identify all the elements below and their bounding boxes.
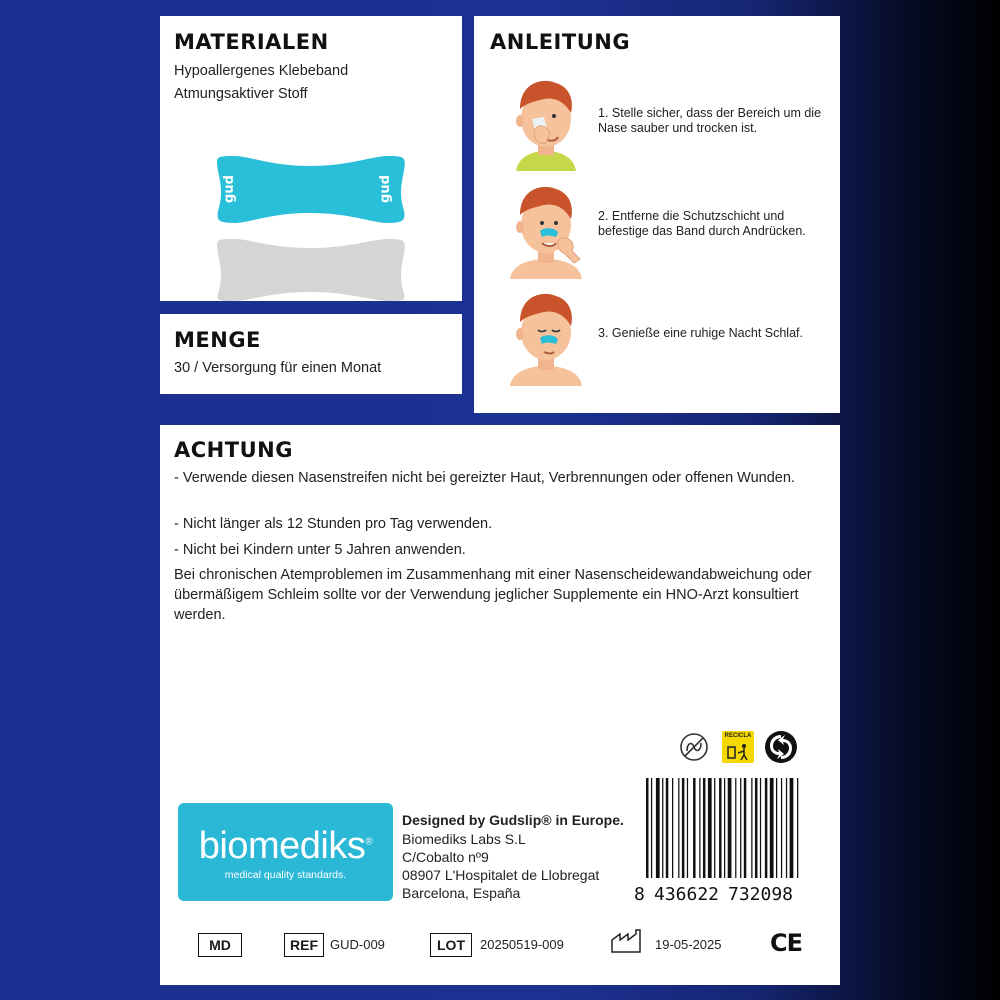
barcode-bar — [728, 778, 732, 878]
barcode-group-2: 732098 — [728, 884, 794, 905]
materials-title: MATERIALEN — [174, 30, 329, 54]
recycle-label: RECICLA — [724, 733, 752, 739]
materials-card — [160, 16, 462, 301]
lot-symbol: LOT — [430, 933, 472, 957]
menge-card — [160, 314, 462, 394]
materials-item-1: Hypoallergenes Klebeband — [174, 63, 349, 79]
barcode-bar — [781, 778, 782, 878]
company-name: Biomediks Labs S.L — [402, 831, 526, 847]
step-1-illustration — [496, 71, 596, 171]
nasal-strip-shape — [217, 156, 405, 223]
warning-line-2: - Nicht länger als 12 Stunden pro Tag verwenden. — [174, 516, 493, 532]
barcode-bar — [744, 778, 747, 878]
warning-line-3: - Nicht bei Kindern unter 5 Jahren anwenden. — [174, 542, 466, 558]
step-2-text: 2. Entferne die Schutzschicht und befestige das Band durch Andrücken. — [598, 209, 806, 238]
barcode-bar — [770, 778, 774, 878]
designed-by-line: Designed by Gudslip® in Europe. — [402, 812, 624, 828]
barcode-bar — [776, 778, 777, 878]
strip-brand-left: gud — [222, 175, 237, 203]
barcode-bar — [703, 778, 706, 878]
barcode-group-1: 436622 — [654, 884, 720, 905]
barcode-bar — [797, 778, 798, 878]
anleitung-card — [474, 16, 840, 413]
manufacture-date-icon — [610, 928, 642, 954]
barcode-bar — [740, 778, 741, 878]
barcode — [644, 778, 804, 883]
barcode-bar — [678, 778, 679, 878]
materials-item-2: Atmungsaktiver Stoff — [174, 86, 308, 102]
md-symbol: MD — [198, 933, 242, 957]
warning-paragraph: Bei chronischen Atemproblemen im Zusammenhang mit einer Nasenscheidewandabweichung oder übermäßigem Schleim sollte vor der Verwendung jeglicher Supplemente ein HNO-Arzt konsultiert werden. — [174, 567, 812, 623]
step-1-text: 1. Stelle sicher, dass der Bereich um die Nase sauber und trocken ist. — [598, 106, 822, 135]
strip-backing-shape — [217, 239, 405, 301]
green-dot-icon — [764, 730, 798, 764]
achtung-title: ACHTUNG — [174, 438, 293, 462]
recycle-bin-icon — [722, 731, 754, 763]
step-3-text: 3. Genieße eine ruhige Nacht Schlaf. — [598, 326, 803, 340]
barcode-bar — [790, 778, 794, 878]
ref-value: GUD-009 — [330, 937, 385, 952]
barcode-bar — [786, 778, 787, 878]
country-address: Barcelona, España — [402, 885, 521, 901]
barcode-bar — [656, 778, 660, 878]
barcode-bar — [693, 778, 696, 878]
barcode-bar — [699, 778, 700, 878]
barcode-bar — [751, 778, 752, 878]
menge-title: MENGE — [174, 328, 261, 352]
barcode-bar — [687, 778, 688, 878]
barcode-bar — [708, 778, 712, 878]
barcode-bar — [719, 778, 722, 878]
logo-wordmark: biomediks® — [198, 825, 373, 867]
warning-line-1: - Verwende diesen Nasenstreifen nicht bei gereizter Haut, Verbrennungen oder offenen Wunden. — [174, 470, 795, 486]
achtung-card — [160, 425, 840, 985]
step-3-illustration — [496, 286, 596, 386]
ce-mark: CE — [770, 929, 803, 957]
city-address: 08907 L'Hospitalet de Llobregat — [402, 867, 600, 883]
anleitung-title: ANLEITUNG — [490, 30, 631, 54]
street-address: C/Cobalto nº9 — [402, 849, 489, 865]
do-not-reuse-icon — [678, 731, 710, 763]
barcode-bar — [735, 778, 736, 878]
barcode-bar — [714, 778, 715, 878]
barcode-bar — [724, 778, 725, 878]
step-2-illustration — [496, 179, 596, 279]
barcode-bar — [666, 778, 669, 878]
barcode-bar — [760, 778, 761, 878]
strip-brand-right: gud — [378, 175, 393, 203]
barcode-bar — [672, 778, 673, 878]
barcode-bar — [755, 778, 758, 878]
brand-logo — [178, 803, 393, 901]
barcode-bar — [765, 778, 768, 878]
lot-value: 20250519-009 — [480, 937, 564, 952]
barcode-bar — [682, 778, 685, 878]
ref-symbol: REF — [284, 933, 324, 957]
menge-text: 30 / Versorgung für einen Monat — [174, 360, 382, 376]
manufacture-date: 19-05-2025 — [655, 937, 722, 952]
logo-tagline: medical quality standards. — [224, 869, 347, 881]
barcode-bar — [651, 778, 652, 878]
barcode-first-digit: 8 — [634, 884, 645, 905]
barcode-bar — [662, 778, 663, 878]
barcode-bar — [646, 778, 649, 878]
nasal-strip-image — [160, 151, 462, 301]
